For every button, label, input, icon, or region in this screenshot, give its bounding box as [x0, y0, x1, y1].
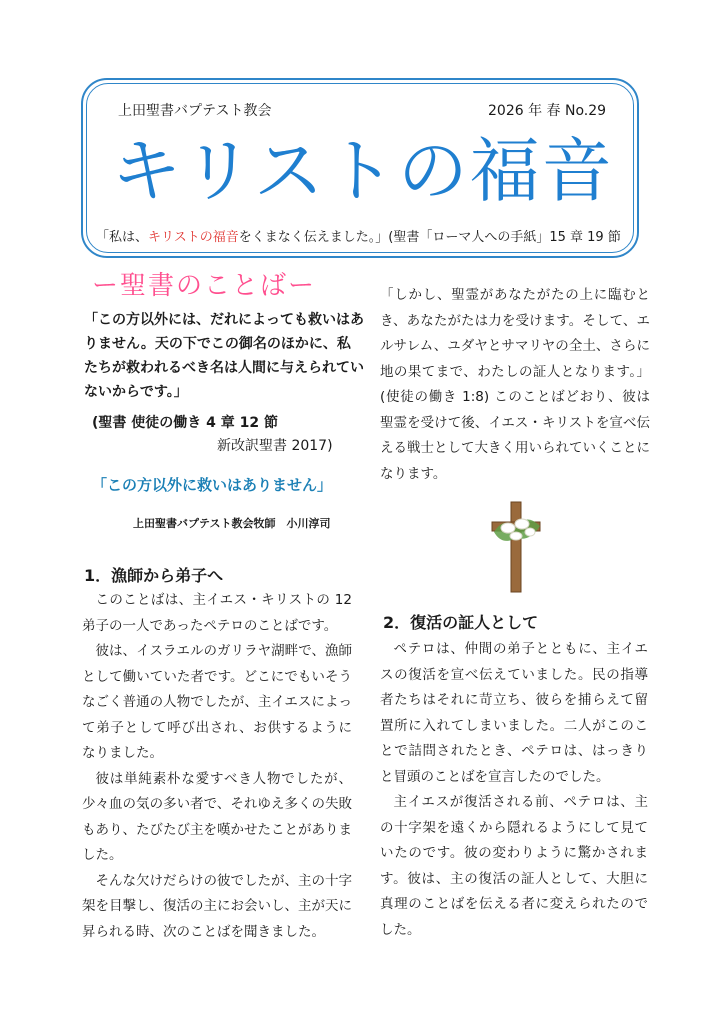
heading-part1: 1．漁師から弟子へ: [84, 566, 224, 585]
part2-paragraph: 主イエスが復活される前、ペテロは、主の十字架を遠くから隠れるようにして見ていたのです。彼の変わりように驚かされます。彼は、主の復活の証人として、大胆に真理のことばを伝える者に変えられたのでした。: [380, 794, 648, 938]
motto-highlight: キリストの福音: [148, 230, 239, 245]
quote-block: [380, 283, 650, 487]
part1-paragraph: このことばは、主イエス・キリストの 12 弟子の一人であったペテロのことばです。: [82, 592, 352, 634]
verse-reference: (聖書 使徒の働き 4 章 12 節: [92, 415, 278, 431]
part1-paragraph: そんな欠けだらけの彼でしたが、主の十字架を目撃し、復活の主にお会いし、主が天に昇られる時、次のことばを聞きました。: [82, 872, 352, 940]
sermon-title: 「この方以外に救いはありません」: [92, 476, 333, 494]
motto: [96, 226, 621, 245]
motto-post: をくまなく伝えました。」(聖書「ローマ人への手紙」15 章 19 節: [238, 230, 621, 245]
pastor-name: 上田聖書バプテスト教会牧師 小川淳司: [133, 517, 331, 530]
part2-paragraph: ペテロは、仲間の弟子とともに、主イエスの復活を宣べ伝えていました。民の指導者たちはそれに苛立ち、彼らを捕らえて留置所に入れてしまいました。二人がこのことで詰問されたとき、ペテロは、はっきりと冒頭のことばを宣言したのでした。: [380, 641, 648, 785]
part1-paragraph: 彼は、イスラエルのガリラヤ湖畔で、漁師として働いていた者です。どこにでもいそうなごく普通の人物でしたが、主イエスによって弟子として呼び出され、お供するようになりました。: [82, 643, 352, 761]
part1-paragraph: 彼は単純素朴な愛すべき人物でしたが、少々血の気の多い者で、それゆえ多くの失敗もあり、たびたび主を嘆かせたことがありました。: [82, 770, 352, 863]
newsletter-title: キリストの福音: [111, 130, 614, 212]
wooden-cross-with-lilies-icon: [486, 498, 546, 594]
section-title: ー聖書のことばー: [92, 271, 317, 301]
issue-label: 2026 年 春 No.29: [488, 103, 607, 119]
church-name: 上田聖書バプテスト教会: [118, 103, 272, 119]
part2-body: [380, 637, 648, 943]
motto-pre: 「私は、: [96, 230, 149, 245]
part1-body: [82, 588, 352, 945]
verse-edition: 新改訳聖書 2017): [217, 438, 333, 454]
bible-verse: 「この方以外には、だれによっても救いはありません。天の下でこの御名のほかに、私たちが救われるべき名は人間に与えられていないからです。」: [84, 312, 364, 400]
quote-text: 「しかし、聖霊があなたがたの上に臨むとき、あなたがたは力を受けます。そして、エルサレム、ユダヤとサマリヤの全土、さらに地の果てまで、わたしの証人となります。」(使徒の働き 1:8) このことばどおり、彼は聖霊を受けて後、イエス・キリストを宣べ伝える戦士として大きく用いられていくことになります。: [380, 287, 650, 482]
heading-part2: 2．復活の証人として: [383, 613, 539, 632]
